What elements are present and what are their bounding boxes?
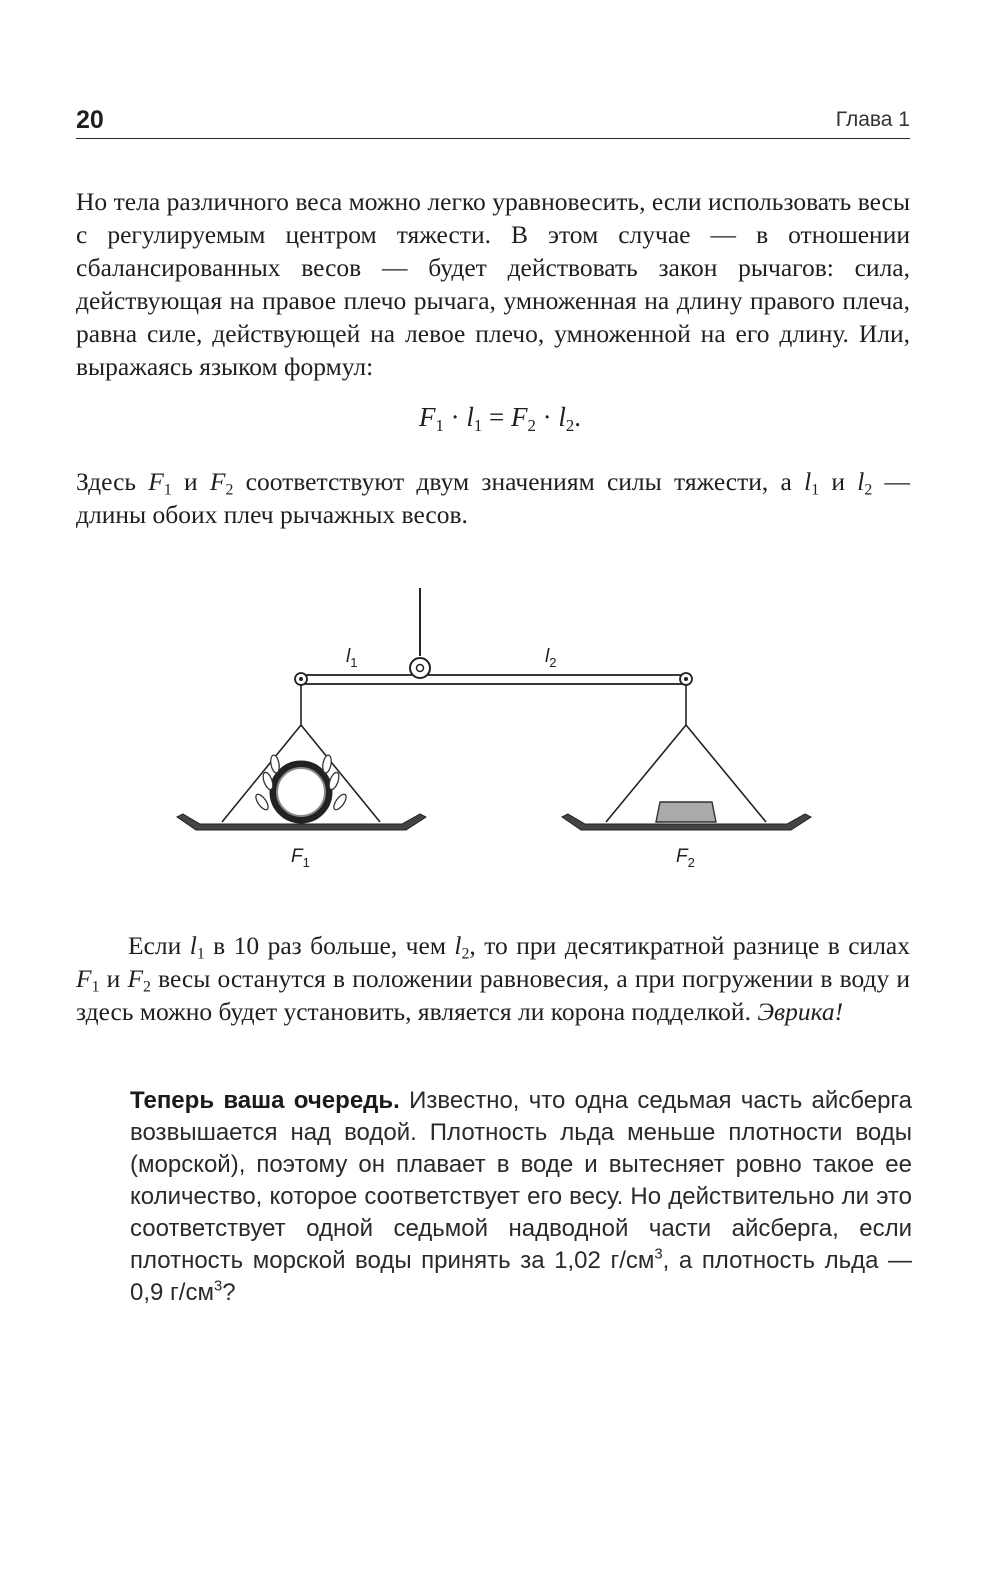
pivot [410, 658, 430, 678]
page-header [76, 104, 910, 139]
label-l2: $l_2$ [545, 646, 557, 670]
gold-bar-icon [656, 802, 716, 822]
body-paragraph-2: Здесь $F_1$ и $F_2$ соответствуют двум значениям силы тяжести, а $l_1$ и $l_2$ — длины обоих плеч рычажных весов. [76, 467, 911, 529]
task-paragraph: Теперь ваша очередь. Известно, что одна седьмая часть айсберга возвышается над водой. Плотность льда меньше плотности воды (морской), поэтому он плавает в воде и вытесняет ровно такое ее количество, которое соответствует его весу. Но действительно ли это соответствует одной седьмой надводной части айсберга, если плотность морской воды принять за 1,02 $г/см^3$, а плотность льда — 0,9 $г/см^3$? [130, 1087, 912, 1306]
body-paragraph-3: Если $l_1$ в 10 раз больше, чем $l_2$, то при десятикратной разнице в силах $F_1$ и $F_2$ весы останутся в положении равновесия, а при погружении в воду и здесь можно будет установить, является ли корона подделкой. Эврика! [76, 931, 910, 1026]
task-heading: Теперь ваша очередь. [130, 1087, 400, 1114]
label-l1: $l_1$ [346, 646, 358, 670]
chapter-label: Глава 1 [835, 108, 910, 131]
label-F2: $F_2$ [676, 846, 695, 870]
page-number: 20 [76, 106, 104, 134]
label-F1: $F_1$ [291, 846, 310, 870]
eureka-text: Эврика! [757, 997, 844, 1026]
body-paragraph-1: Но тела различного веса можно легко уравновесить, если использовать весы с регулируемым центром тяжести. В этом случае — в отношении сбалансированных весов — будет действовать закон рычагов: сила, действующая на правое плечо рычага, умноженная на длину правого плеча, равна силе, действующей на левое плечо, умноженной на его длину. Или, выражаясь языком формул: [76, 187, 910, 381]
balance-beam [300, 675, 686, 684]
crown-icon [254, 754, 349, 820]
lever-formula: $F_1 \cdot l_1 = F_2 \cdot l_2$. [418, 402, 581, 436]
balance-scale-figure [0, 580, 1000, 900]
